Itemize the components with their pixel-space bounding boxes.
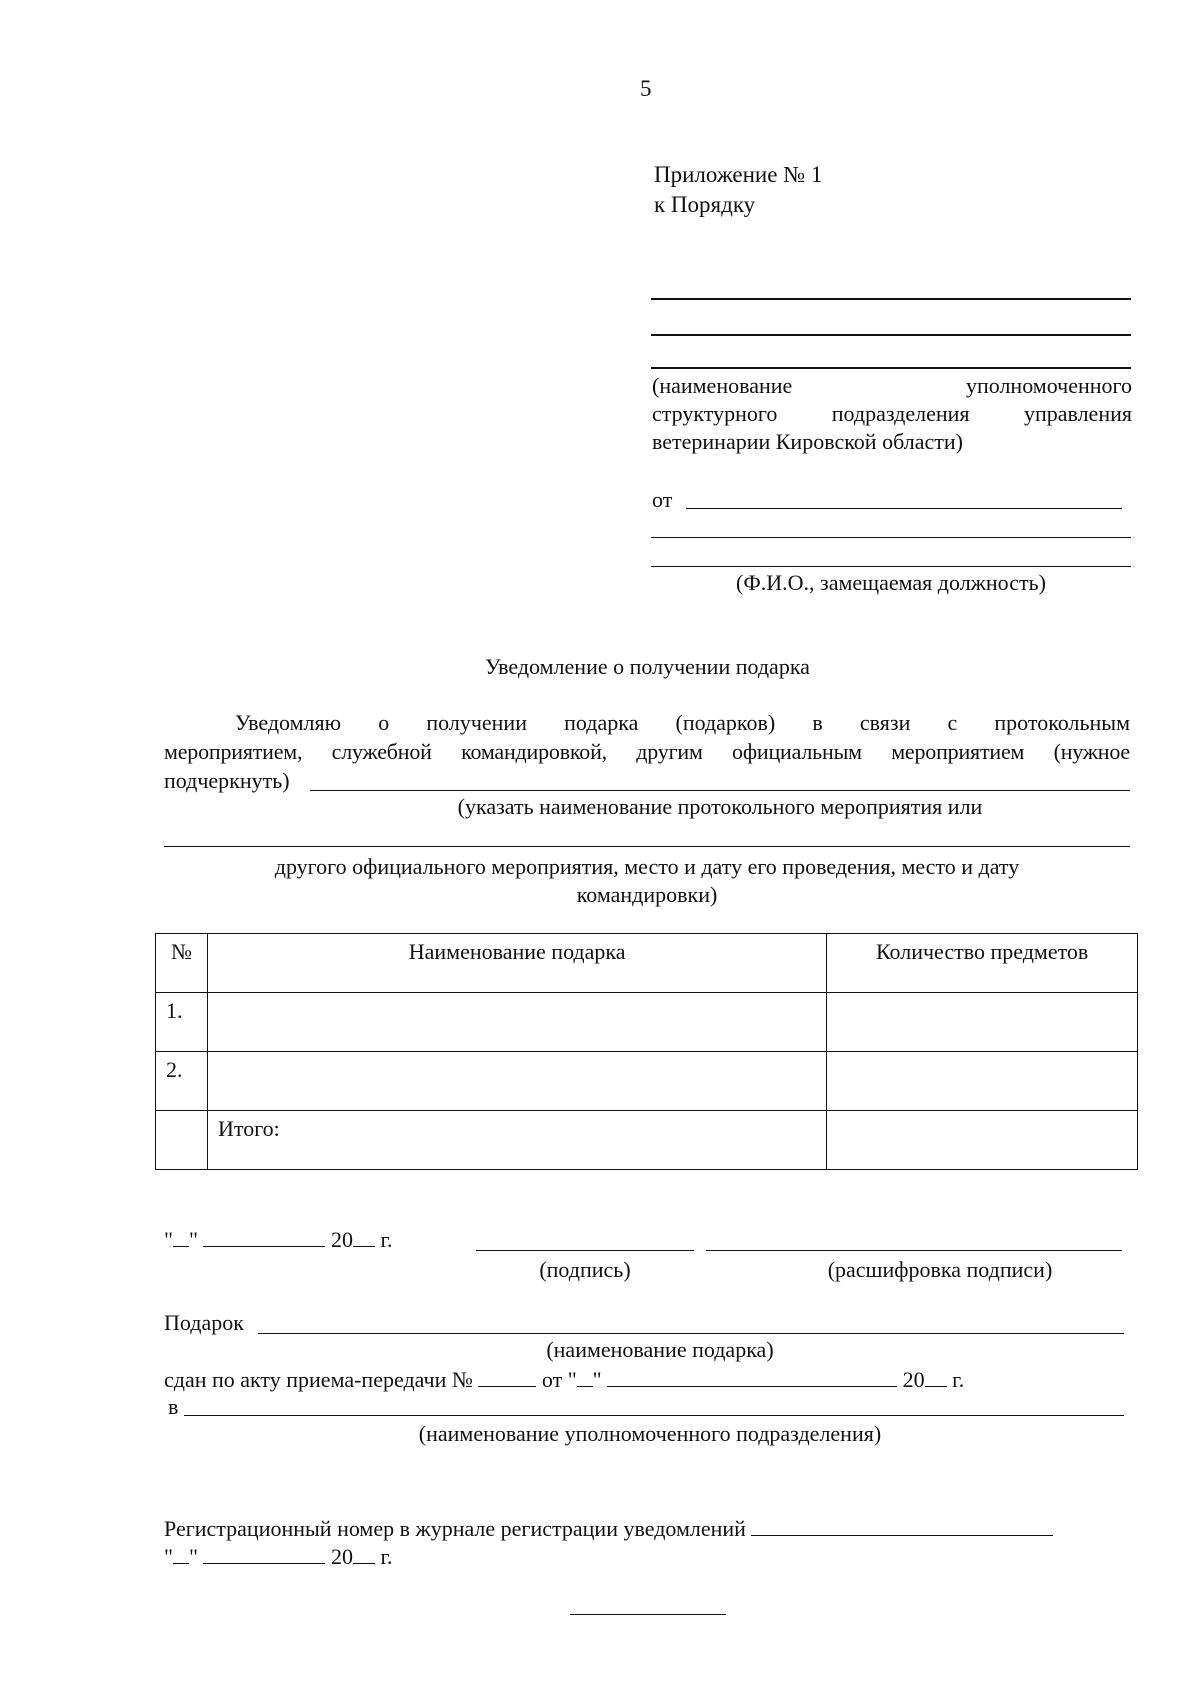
event-caption-2: другого официального мероприятия, место и дату его проведения, место и дату <box>274 854 1020 879</box>
appendix-line-1: Приложение № 1 <box>654 162 823 187</box>
from-line-3 <box>651 566 1131 567</box>
registration-label: Регистрационный номер в журнале регистрации уведомлений <box>164 1516 746 1541</box>
page-number: 5 <box>640 76 652 101</box>
signature-line <box>476 1250 694 1251</box>
in-label: в <box>168 1394 179 1419</box>
row-number <box>156 1111 208 1170</box>
reg-year-suffix: г. <box>380 1544 393 1569</box>
date-year-suffix: г. <box>380 1227 393 1252</box>
event-caption-1: (указать наименование протокольного мероприятия или <box>457 794 983 819</box>
row-quantity[interactable] <box>827 1052 1138 1111</box>
addressee-line-2 <box>651 334 1131 336</box>
table-header-row <box>156 934 1138 993</box>
act-number-fill[interactable] <box>478 1366 536 1387</box>
signature-decode-line <box>706 1250 1122 1251</box>
signature-decode-caption: (расшифровка подписи) <box>827 1257 1053 1282</box>
registration-number-fill[interactable] <box>751 1515 1053 1536</box>
table-row <box>156 993 1138 1052</box>
addressee-line-1 <box>651 298 1131 300</box>
act-year-suffix: г. <box>952 1367 965 1392</box>
event-line-2 <box>164 846 1130 847</box>
addressee-caption-left: (наименование <box>652 373 793 398</box>
header-number: № <box>156 934 208 993</box>
row-number: 2. <box>156 1052 208 1111</box>
gift-fill-line <box>258 1333 1124 1334</box>
date-quote-open: " <box>164 1227 173 1252</box>
act-day-fill[interactable] <box>577 1366 593 1387</box>
row-gift-name[interactable] <box>207 1052 826 1111</box>
signature-caption: (подпись) <box>539 1257 631 1282</box>
table-total-row <box>156 1111 1138 1170</box>
total-label: Итого: <box>207 1111 826 1170</box>
reg-quote-close: " <box>188 1544 198 1569</box>
act-month-fill[interactable] <box>607 1366 897 1387</box>
row-quantity[interactable] <box>827 993 1138 1052</box>
total-quantity[interactable] <box>827 1111 1138 1170</box>
reg-year-fill[interactable] <box>353 1543 375 1564</box>
row-gift-name[interactable] <box>207 993 826 1052</box>
addressee-caption-line-3: ветеринарии Кировской области) <box>652 429 963 454</box>
from-line-2 <box>651 537 1131 538</box>
registration-row <box>164 1515 1053 1543</box>
date-quote-close: " <box>188 1227 198 1252</box>
event-caption-3: командировки) <box>576 882 718 907</box>
registration-date <box>164 1543 393 1571</box>
act-label: сдан по акту приема-передачи № <box>164 1367 473 1392</box>
date-year-prefix: 20 <box>330 1227 353 1252</box>
reg-year-prefix: 20 <box>330 1544 353 1569</box>
event-fill-line <box>310 790 1130 791</box>
body-line-2: мероприятием, служебной командировкой, другим официальным мероприятием (нужное <box>164 739 1130 764</box>
act-quote-open: " <box>567 1367 577 1392</box>
table-row <box>156 1052 1138 1111</box>
signature-date <box>164 1226 393 1254</box>
dept-fill-line <box>184 1415 1124 1416</box>
addressee-line-3 <box>651 367 1131 369</box>
addressee-caption <box>652 372 1132 456</box>
from-fill-line <box>686 508 1122 509</box>
header-quantity: Количество предметов <box>827 934 1138 993</box>
reg-day-fill[interactable] <box>173 1543 189 1564</box>
body-line-1: Уведомляю о получении подарка (подарков) в связи с протокольным <box>235 710 1130 735</box>
date-day-fill[interactable] <box>173 1226 189 1247</box>
addressee-caption-right: уполномоченного <box>965 373 1132 398</box>
act-row <box>164 1366 964 1394</box>
reg-month-fill[interactable] <box>203 1543 325 1564</box>
date-month-fill[interactable] <box>203 1226 325 1247</box>
closing-separator <box>570 1614 726 1615</box>
act-from-label: от <box>541 1367 563 1392</box>
fio-caption: (Ф.И.О., замещаемая должность) <box>736 570 1046 595</box>
body-line-3: подчеркнуть) <box>164 768 290 793</box>
addressee-caption-line-2: структурного подразделения управления <box>652 401 1132 426</box>
gift-caption: (наименование подарка) <box>546 1337 774 1362</box>
gift-label: Подарок <box>164 1310 244 1335</box>
document-title: Уведомление о получении подарка <box>485 654 810 679</box>
act-year-fill[interactable] <box>925 1366 947 1387</box>
gifts-table <box>155 933 1138 1170</box>
appendix-heading <box>654 160 822 220</box>
reg-quote-open: " <box>164 1544 173 1569</box>
act-year-prefix: 20 <box>902 1367 925 1392</box>
date-year-fill[interactable] <box>353 1226 375 1247</box>
header-gift-name: Наименование подарка <box>207 934 826 993</box>
from-label: от <box>652 487 673 512</box>
appendix-line-2: к Порядку <box>654 192 756 217</box>
row-number: 1. <box>156 993 208 1052</box>
dept-caption: (наименование уполномоченного подразделения) <box>418 1421 882 1446</box>
act-quote-close: " <box>592 1367 602 1392</box>
